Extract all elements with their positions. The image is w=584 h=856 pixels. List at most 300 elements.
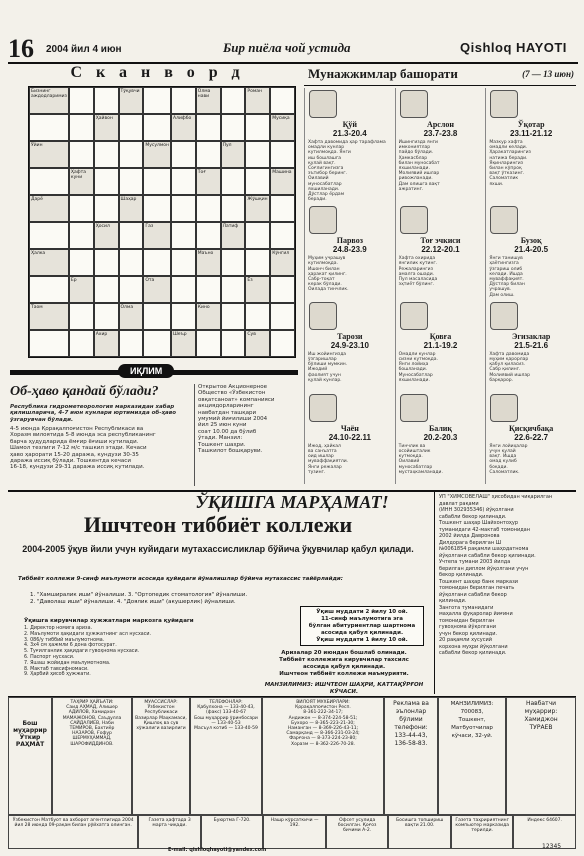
crossword-clue-cell: Машина (270, 168, 295, 195)
college-acceptance (260, 650, 428, 678)
crossword-answer-cell[interactable] (171, 87, 196, 114)
notice-line: бекор қилинади. (439, 572, 484, 578)
crossword-answer-cell[interactable] (94, 168, 119, 195)
editorial-line: САЙДАЛИЕВ, Наби (70, 720, 114, 726)
crossword-answer-cell[interactable] (143, 195, 171, 222)
sign-text-line: вақт. Ишда (489, 454, 517, 460)
sign-text (399, 444, 483, 475)
doc-item: 7. Яшаш жойидан маълумотнома. (24, 660, 111, 666)
issue-date: 2004 йил 4 июн (46, 44, 122, 55)
sign-text (308, 444, 392, 475)
crossword-answer-cell[interactable] (69, 195, 94, 222)
zodiac-icon (309, 302, 337, 330)
sign-name: Қўй (342, 120, 358, 129)
duration-line: асосида қабул қилинади. (320, 630, 404, 636)
zodiac-icon (400, 394, 428, 422)
sign-text-line: пайдо бўлади. (398, 150, 434, 156)
notice-line: сабабли бекор қилинади. (439, 513, 507, 520)
crossword-answer-cell[interactable] (221, 195, 246, 222)
crossword-answer-cell[interactable] (143, 249, 171, 276)
crossword-answer-cell[interactable] (119, 141, 144, 168)
crossword-answer-cell[interactable] (69, 303, 94, 330)
sign-text-line: Яқинларингиз (489, 160, 524, 166)
horoscope-sign (304, 88, 395, 204)
sign-text-line: сизни кутмоқда. (398, 356, 438, 362)
crossword-clue-cell: Латиф (221, 222, 246, 249)
crossword-answer-cell[interactable] (94, 276, 119, 303)
crossword-answer-cell[interactable] (69, 330, 94, 357)
crossword-answer-cell[interactable] (221, 249, 246, 276)
sign-text-line: қулай вақт. (308, 160, 336, 166)
crossword-answer-cell[interactable] (119, 249, 144, 276)
sign-text-line: янгилик кутинг. (398, 261, 438, 267)
climate-line: 16-18, кундузи 29-31 даража иссиқ кутилади. (10, 464, 145, 471)
crossword-answer-cell[interactable] (143, 87, 171, 114)
crossword-answer-cell[interactable] (171, 249, 196, 276)
crossword-answer-cell[interactable] (69, 222, 94, 249)
zodiac-icon (490, 90, 518, 118)
crossword-answer-cell[interactable] (119, 114, 144, 141)
phones-line: Қабулхона — 133-40-43, (197, 705, 255, 711)
notice-line: соат 10.00 да бўлиб (198, 428, 257, 435)
crossword-answer-cell[interactable] (270, 303, 295, 330)
horoscope-dates: (7 — 13 июн) (522, 69, 574, 79)
zodiac-icon (490, 394, 518, 422)
sign-text-line: Дам олиш. (489, 292, 515, 298)
notice-line: УП "ХИМСОВЕЛАШ" ҳисобидан чиқарилган давлат рақами (439, 494, 553, 507)
crossword-clue-cell: Шеър (171, 330, 196, 357)
horoscope-sign (304, 392, 395, 484)
crossword-answer-cell[interactable] (196, 141, 221, 168)
sign-text-line: муносабатлар (308, 181, 342, 187)
notice-line: 2002 йилда Давронова (439, 533, 500, 539)
sign-text-line: қулай кунлар. (308, 377, 342, 383)
sign-text-line: Оилавий (308, 176, 329, 182)
crossword-answer-cell[interactable] (69, 141, 94, 168)
crossword-grid[interactable] (28, 86, 296, 358)
sign-text (308, 140, 392, 202)
sign-name: Қовға (429, 331, 452, 341)
crossword-clue-cell: Ҳафта куни (69, 168, 94, 195)
sign-text-line: оид ишлар (308, 454, 334, 460)
office-line: Наманган — 8-369-226-43-11; (287, 726, 359, 732)
crossword-clue-cell: Олма нави (196, 87, 221, 114)
crossword-clue-cell: Ҳалка (29, 249, 69, 276)
sign-name: Чаён (340, 423, 359, 433)
crossword-clue-cell: Тўқувчи (119, 87, 144, 114)
climate-headline: Об-ҳаво қандай бўлади? (10, 384, 159, 399)
sign-text-line: Ҳаракатларингиз (489, 150, 531, 156)
crossword-answer-cell[interactable] (29, 168, 69, 195)
horoscope-sign (395, 88, 486, 204)
office-line: Бухоро — 8-365-223-21-30; (291, 720, 355, 726)
sign-text-line: Оилавий (398, 459, 420, 465)
sign-text-line: муваффақиятли. (308, 459, 349, 465)
sign-text-line: Соғлигингизга (308, 165, 344, 171)
crossword-clue-cell: Шаҳар (119, 195, 144, 222)
college-duration-box (300, 606, 424, 646)
zodiac-icon (400, 90, 428, 118)
sign-text-line: ривожланади. (398, 176, 433, 182)
docs-title: Ўқишга кирувчилар хужжатлари маркозга қуйидаги (24, 618, 194, 624)
sign-text (489, 352, 573, 383)
zodiac-icon (309, 394, 337, 422)
founders-line: МУАССИСЛАР: (144, 700, 178, 705)
sign-text-line: муваффақият. (489, 277, 524, 282)
crossword-clue-cell: Маъно (196, 249, 221, 276)
crossword-answer-cell[interactable] (270, 330, 295, 357)
notice-line: томонидан берилган (439, 617, 495, 624)
sign-text-line: яхши. (489, 181, 504, 187)
crossword-answer-cell[interactable] (221, 114, 246, 141)
crossword-title: Сканворд (70, 64, 254, 81)
crossword-answer-cell[interactable] (171, 195, 196, 222)
notice-line: овқатсаноат» компанияси (198, 396, 275, 403)
phones-line: Бош муҳаррир ўринбосари (194, 715, 258, 721)
crossword-answer-cell[interactable] (221, 276, 246, 303)
office-line: Фарғона — 8-373-224-23-80; (289, 736, 357, 742)
sign-text-line: яхшиланади. (308, 186, 340, 192)
college-intro: Тиббиёт коллежи 9-синф маълумоти асосида қуйидаги йўналишлар бўйича мутахассис тайёрлайди: (18, 576, 343, 582)
acceptance-line: Ишчтеон тиббиёт коллежи маъмурияти. (279, 671, 409, 677)
crossword-answer-cell[interactable] (94, 195, 119, 222)
sign-text-line: муҳим қарорлар (489, 356, 529, 362)
sign-dates: 20.2-20.3 (423, 432, 458, 442)
sign-text-line: иш бошлашга (308, 155, 341, 161)
sign-text-line: Хафта давомида (489, 351, 530, 357)
sign-text-line: учун қулай (489, 449, 516, 455)
sign-text-line: Ҳамкасблар (398, 155, 428, 161)
crossword-clue-cell: Мусиқа (270, 114, 295, 141)
college-title: Ишчтеон тиббиёт коллежи (83, 512, 353, 537)
crossword-answer-cell[interactable] (171, 276, 196, 303)
office-line: Қорақалпоғистон Респ. (295, 705, 351, 711)
sign-text-line: ҳаракат қилинг. (308, 271, 347, 277)
office-line: Андижон — 8-374-224-58-51; (288, 715, 358, 721)
sign-name: Тарози (337, 331, 363, 341)
page-number: 16 (8, 34, 34, 63)
founders-line: Республикаси (144, 710, 178, 716)
sign-text-line: тузинг. (308, 469, 326, 475)
sign-text-line: Дам олишга вақт (398, 181, 440, 187)
notice-line: акциядорларининг (198, 403, 254, 410)
notice-line: (ИНН 302935346) йўқолгани (439, 507, 514, 513)
crossword-answer-cell[interactable] (245, 168, 270, 195)
crossword-answer-cell[interactable] (143, 330, 171, 357)
imprint-cell: Индекс 64607. (513, 815, 576, 849)
sign-text-line: ажратинг. (398, 186, 424, 192)
sign-text-line: Янги лойиҳа (398, 362, 429, 368)
sign-dates: 21.5-21.6 (514, 340, 549, 350)
horoscope-sign (304, 204, 395, 300)
notice-line: Тошкент шаҳри. (198, 441, 246, 448)
crossword-answer-cell[interactable] (29, 222, 69, 249)
crossword-answer-cell[interactable] (245, 114, 270, 141)
notice-line: навбатдан ташқари (198, 409, 257, 416)
sign-dates: 21.3-20.4 (332, 129, 367, 138)
sign-text-line: Тинчлик ва (398, 443, 426, 449)
sign-text-line: Ишингизда янги (398, 140, 438, 145)
crossword-answer-cell[interactable] (119, 222, 144, 249)
sign-text-line: барқарор. (489, 377, 514, 383)
sign-text (308, 256, 392, 292)
editorial-line: ШЕРМУҲАММАД, (72, 736, 112, 742)
crossword-answer-cell[interactable] (69, 249, 94, 276)
notice-line: Тошкент шаҳар банк маркази (439, 578, 519, 585)
sign-text-line: фаолият учун (308, 372, 341, 378)
notice-line: корхона муҳри йўқолгани (439, 643, 508, 650)
sign-text-line: Ишонч билан (308, 266, 340, 272)
crossword-clue-cell: Олма (119, 303, 144, 330)
crossword-answer-cell[interactable] (94, 87, 119, 114)
zodiac-icon (490, 302, 518, 330)
crossword-answer-cell[interactable] (143, 303, 171, 330)
notice-line: №0061854 рақамли шаҳодатнома (439, 546, 529, 552)
imprint-cell: Нашр кўрсаткичи — 192. (263, 815, 326, 849)
crossword-answer-cell[interactable] (196, 195, 221, 222)
duty-line: ТУРАЕВ (529, 724, 553, 731)
address-line: Матбуотчилар (451, 725, 493, 731)
crossword-clue-cell: Жўшқин (245, 195, 270, 222)
address-line: МАНЗИЛИМИЗ: (450, 701, 494, 707)
sign-text-line: керак бўлади. (308, 282, 342, 288)
sign-dates: 23.11-21.12 (510, 129, 553, 138)
crossword-clue-cell: Пул (221, 141, 246, 168)
duty-editor (506, 697, 576, 815)
crossword-answer-cell[interactable] (245, 222, 270, 249)
horoscope-grid (304, 88, 576, 484)
sign-text-line: Оилада тинчлик. (308, 287, 349, 293)
crossword-answer-cell[interactable] (94, 249, 119, 276)
notice-line: учун бекор қилинади. (439, 630, 498, 637)
sign-name: Эгизаклар (511, 331, 551, 341)
sign-text-line: Ижод, ҳайкал (308, 443, 341, 449)
crossword-clue-cell: Ҳосил (94, 222, 119, 249)
crossword-answer-cell[interactable] (119, 276, 144, 303)
sign-dates: 24.10-22.11 (328, 432, 371, 442)
notice-line: маҳалла фуқаролар йиғини (439, 611, 513, 617)
crossword-answer-cell[interactable] (171, 303, 196, 330)
crossword-answer-cell[interactable] (29, 114, 69, 141)
doc-item: 8. Мактаб тавсифномаси. (24, 666, 89, 672)
phones-line: ТЕЛЕФОНЛАР: (209, 700, 243, 705)
acceptance-line: Тиббиёт коллежига кирувчилар тахсилс (279, 657, 409, 663)
crossword-answer-cell[interactable] (119, 168, 144, 195)
crossword-clue-cell: Ота (143, 276, 171, 303)
sign-text-line: ўзгаришлар (308, 356, 337, 362)
zodiac-icon (309, 90, 337, 118)
address-line: Тошкент, (458, 717, 486, 723)
program-item: 2. "Даволаш иши" йўналиши. 4. "Доялик иши" (акушерлик) йўналиши. (30, 599, 236, 605)
sign-text-line: бошланади. (398, 367, 428, 373)
docs-list (24, 626, 294, 688)
sign-dates: 21.4-20.5 (514, 245, 549, 255)
crossword-answer-cell[interactable] (196, 114, 221, 141)
shareholders-notice (194, 384, 298, 486)
sign-text-line: муносабатлар (398, 464, 433, 470)
sign-text-line: билан кўпроқ (489, 165, 522, 171)
crossword-answer-cell[interactable] (245, 141, 270, 168)
founders-line: Вазирлар Маҳкамаси, (135, 715, 187, 721)
crossword-clue-cell: Газ (143, 222, 171, 249)
sign-text-line: кутмоқда. (398, 454, 423, 460)
acceptance-line: асосида қабул қилинади. (302, 664, 386, 670)
sign-text-line: Саломатлик. (489, 469, 520, 475)
crossword-answer-cell[interactable] (270, 276, 295, 303)
notice-line: Ташкилот бошқаруви. (198, 448, 263, 455)
sign-text-line: ўзгариш олиб (489, 266, 523, 272)
office-line: Самарқанд — 8-366-231-03-24; (286, 731, 360, 737)
sign-text-line: Дўстлар билан (489, 282, 525, 288)
crossword-answer-cell[interactable] (29, 276, 69, 303)
notice-line: сабабли бекор қилинади. (439, 650, 507, 656)
crossword-answer-cell[interactable] (94, 303, 119, 330)
notice-line: йўқолгани сабабли бекор (439, 591, 507, 598)
climate-line: барча ҳудудларида ёмғир ёғиши кутилади. (10, 438, 139, 445)
crossword-answer-cell[interactable] (69, 87, 94, 114)
section-title: Бир пиёла чой устида (223, 40, 351, 55)
notice-line: умумий йиғилиши 2004 (198, 416, 268, 423)
notice-line: йил 25 июн куни (198, 422, 247, 429)
sign-name: Тоғ эчкиси (420, 236, 461, 246)
crossword-answer-cell[interactable] (245, 249, 270, 276)
sign-text-line: мустаҳкамланади. (398, 469, 443, 475)
crossword-answer-cell[interactable] (143, 114, 171, 141)
sign-text (489, 256, 573, 298)
page-header (8, 34, 578, 64)
phones-line: (факс) 133-40-67 (205, 710, 247, 716)
sign-text-line: Мазкур хафта (489, 140, 523, 145)
crossword-answer-cell[interactable] (171, 222, 196, 249)
phones (190, 697, 262, 815)
sign-text (399, 256, 483, 287)
notice-line: Зангота туманидаги (439, 604, 494, 611)
zodiac-icon (400, 302, 428, 330)
college-subtitle: 2004-2005 ўқув йили учун куйидаги мутахассисликлар бўйича ўқувчилар қабул қилади. (22, 544, 414, 554)
sign-text-line: Сабр-тоқат (308, 277, 335, 282)
crossword-clue-cell: Кўнгил (270, 249, 295, 276)
imprint-cell: Офсет усулида босилган. Қоғоз бичими А-2. (326, 815, 389, 849)
zodiac-icon (309, 206, 337, 234)
regional-offices (262, 697, 384, 815)
crossword-answer-cell[interactable] (196, 222, 221, 249)
crossword-answer-cell[interactable] (270, 195, 295, 222)
crossword-clue-cell: Ҳайвон (94, 114, 119, 141)
sign-dates: 24.9-23.10 (330, 340, 369, 350)
imprint-cell: Газета таҳририятнинг компьютер марказида терилди. (451, 815, 514, 849)
ad-banner: ЎҚИШГА МАРҲАМАТ! (8, 490, 576, 512)
duty-line: Навбатчи (525, 700, 557, 707)
crossword-answer-cell[interactable] (94, 141, 119, 168)
crossword-answer-cell[interactable] (171, 168, 196, 195)
ads-dept (384, 697, 438, 815)
crossword-answer-cell[interactable] (196, 330, 221, 357)
sign-text-line: ва санъатга (308, 449, 337, 455)
founders-line: Ўзбекистон (147, 705, 175, 711)
sign-name: Ўқотар (517, 120, 545, 129)
crossword-answer-cell[interactable] (29, 330, 69, 357)
horoscope-title: Мунажжимлар башорати (308, 66, 458, 81)
crossword-answer-cell[interactable] (221, 303, 246, 330)
notice-line: ўтади. Манзил: (198, 435, 243, 442)
sign-text-line: Муҳим учрашув (308, 256, 346, 262)
founders-line: хўжалиги вазирлиги (136, 726, 186, 732)
imprint-row (8, 815, 576, 849)
editorial-line: ШАРОФИДДИНОВ. (70, 741, 114, 747)
sign-text-line: яхшиланади. (398, 165, 430, 171)
sign-text-line: эътибор беринг. (308, 171, 348, 177)
notice-line: туманидаги 42-мактаб томонидан (439, 526, 530, 533)
doc-item: 2. Маълумоти ҳақидаги ҳужжатнинг асл нусхаси. (24, 631, 152, 637)
doc-item: 6. Паспорт нусхаси. (24, 654, 75, 660)
sign-text-line: Ижодий (308, 367, 328, 373)
sign-text-line: Пул масаласида (398, 277, 438, 282)
crossword-answer-cell[interactable] (171, 141, 196, 168)
sign-text-line: осойишталик (398, 449, 431, 455)
sign-text-line: билан муносабат (398, 160, 440, 166)
sign-dates: 24.8-23.9 (332, 245, 367, 255)
crossword-clue-cell: Тоғ (196, 168, 221, 195)
sign-text-line: кутилмоқда. (308, 261, 338, 267)
editorial-line: НАЗАРОВ, Ғофур (72, 731, 112, 737)
crossword-answer-cell[interactable] (270, 87, 295, 114)
sign-name: Арслон (427, 120, 454, 129)
sign-text (399, 352, 483, 383)
sign-text-line: Хафта охирида (398, 256, 436, 262)
doc-item: 9. Ҳарбий ҳисоб ҳужжати. (24, 672, 91, 678)
horoscope-header (304, 64, 576, 86)
contact-email[interactable]: E-mail: qishloqhayoti@yandex.com (168, 847, 267, 853)
climate-rubric (10, 364, 298, 382)
sign-text-line: келади. Ишда (489, 271, 523, 277)
address (438, 697, 506, 815)
crossword-answer-cell[interactable] (270, 222, 295, 249)
climate-line: Шамол тезлиги 7-12 м/с ташкил этади. Кечаси (10, 445, 147, 452)
ads-line: Реклама ва (393, 700, 429, 707)
notice-line: 20 рақамли хусусий (439, 637, 492, 643)
chief-editor (8, 697, 52, 815)
crossword-answer-cell[interactable] (221, 168, 246, 195)
horoscope-sign (485, 88, 576, 204)
crossword-answer-cell[interactable] (196, 276, 221, 303)
sign-name: Балиқ (428, 423, 453, 433)
climate-line: ҳаво ҳарорати 15-20 даража, кундузи 30-35 (10, 451, 139, 458)
right-notices (434, 490, 576, 694)
sign-text-line: имкониятлар (398, 145, 431, 151)
crossword-answer-cell[interactable] (143, 168, 171, 195)
crossword-answer-cell[interactable] (221, 330, 246, 357)
ads-line: 136-58-83. (394, 740, 428, 747)
horoscope-sign (485, 300, 576, 392)
crossword-answer-cell[interactable] (270, 141, 295, 168)
crossword-clue-cell: Сув (245, 330, 270, 357)
crossword-answer-cell[interactable] (245, 303, 270, 330)
crossword-answer-cell[interactable] (119, 330, 144, 357)
doc-item: 3. 086/у тиббий маълумотнома. (24, 637, 105, 643)
horoscope-sign (304, 300, 395, 392)
sign-text-line: эҳтиёт бўлинг. (398, 282, 435, 288)
sign-text-line: Режаларингиз (398, 266, 433, 272)
crossword-answer-cell[interactable] (221, 87, 246, 114)
imprint-cell: Босишга топшириш вақти 21.00. (388, 815, 451, 849)
sign-text-line: омад кулиб (489, 459, 517, 465)
crossword-answer-cell[interactable] (69, 114, 94, 141)
editorial-line: МАМАЖОНОВ, Саъдулла (62, 715, 122, 721)
duration-line: 11-синф маълумотига эга (321, 616, 403, 622)
crossword-clue-cell: Ёз (245, 276, 270, 303)
crossword-clue-cell: Ер (69, 276, 94, 303)
sign-text-line: Иш жойингизда (308, 351, 347, 357)
